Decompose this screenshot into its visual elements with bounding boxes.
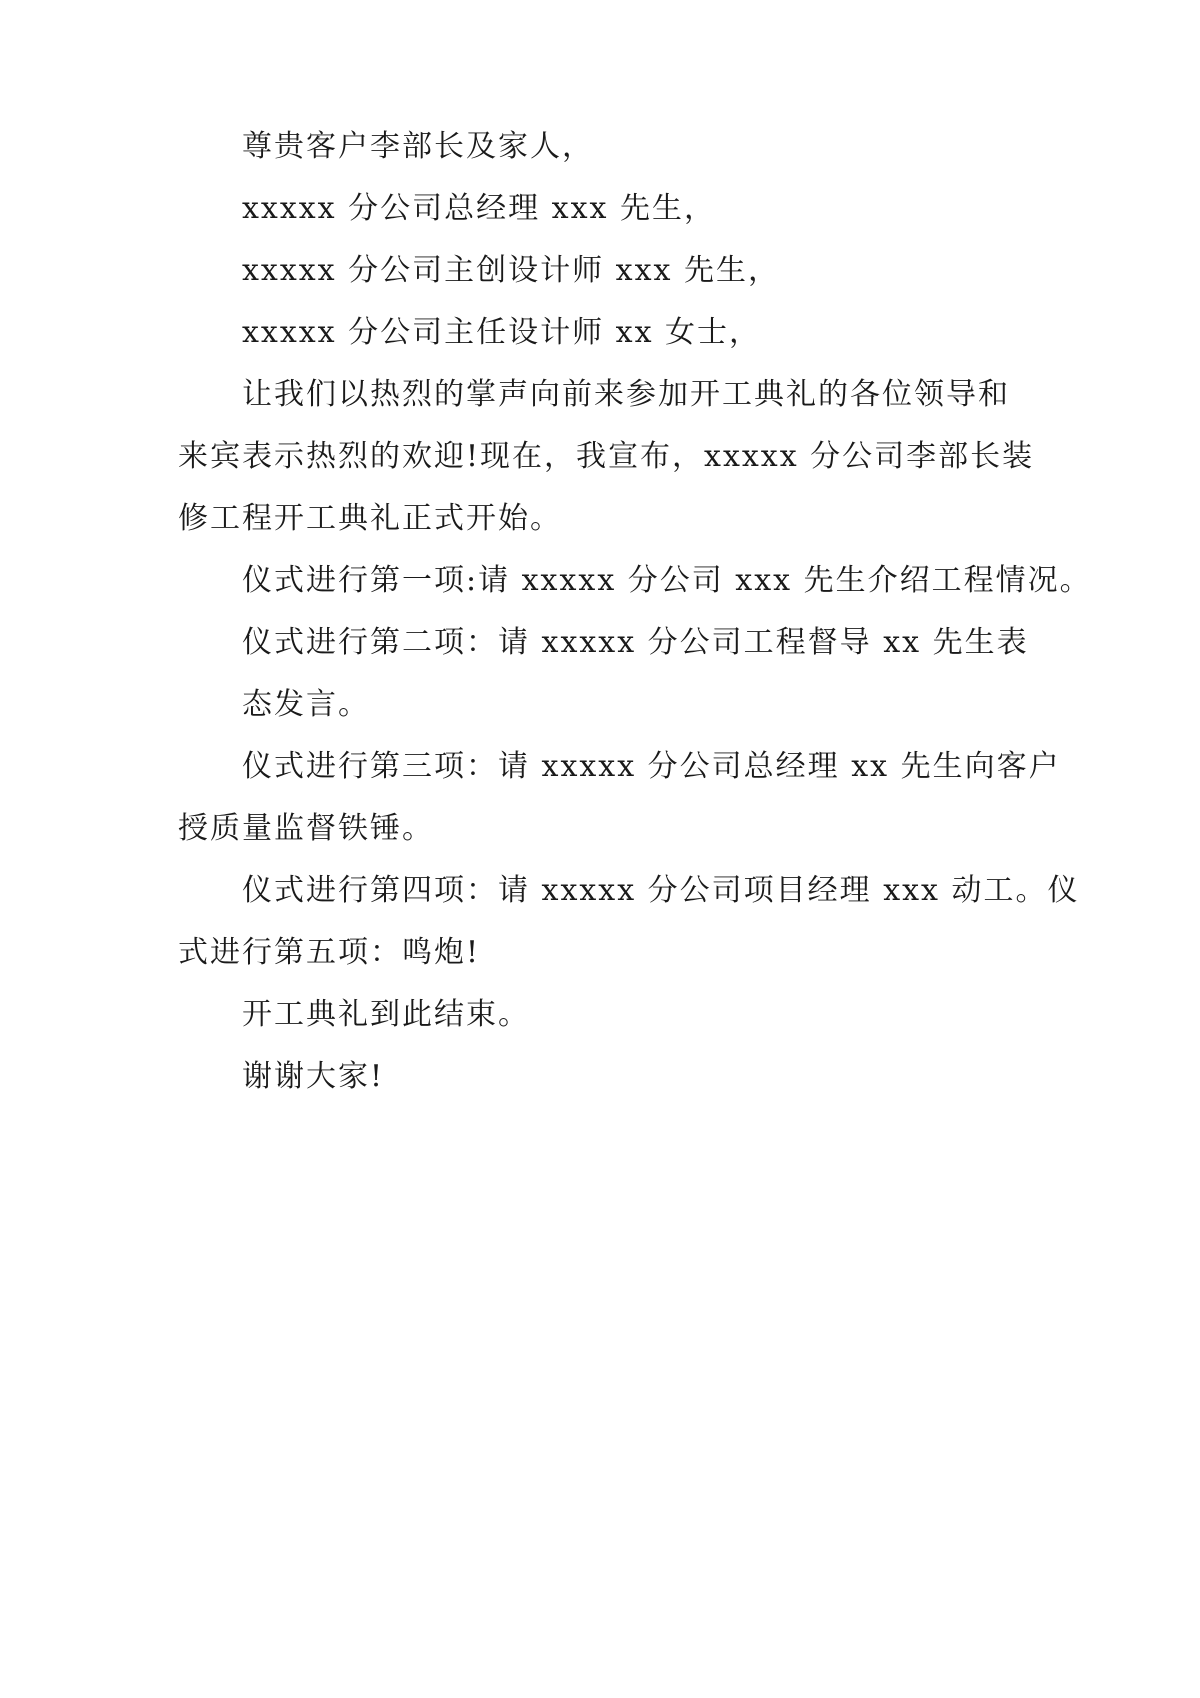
ceremony-item-2-line-1: 仪式进行第二项：请 xxxxx 分公司工程督导 xx 先生表 xyxy=(242,625,1029,660)
greeting-line-3: xxxxx 分公司主创设计师 xxx 先生， xyxy=(242,253,780,288)
ceremony-item-2-line-2: 态发言。 xyxy=(242,687,370,722)
ceremony-item-3-line-1: 仪式进行第三项：请 xxxxx 分公司总经理 xx 先生向客户 xyxy=(242,749,1061,784)
ceremony-item-4-line-1: 仪式进行第四项：请 xxxxx 分公司项目经理 xxx 动工。仪 xyxy=(242,873,1080,908)
document-body xyxy=(178,116,1092,1108)
greeting-line-1: 尊贵客户李部长及家人， xyxy=(242,129,594,164)
greeting-line-4: xxxxx 分公司主任设计师 xx 女士， xyxy=(242,315,762,350)
closing-line: 开工典礼到此结束。 xyxy=(242,997,530,1032)
ceremony-item-1: 仪式进行第一项:请 xxxxx 分公司 xxx 先生介绍工程情况。 xyxy=(242,563,1092,598)
ceremony-item-3-line-2: 授质量监督铁锤。 xyxy=(178,811,434,846)
thanks-line: 谢谢大家! xyxy=(242,1059,385,1094)
greeting-line-2: xxxxx 分公司总经理 xxx 先生， xyxy=(242,191,716,226)
welcome-paragraph-line-2: 来宾表示热烈的欢迎!现在，我宣布，xxxxx 分公司李部长装 xyxy=(178,439,1035,474)
welcome-paragraph-line-1: 让我们以热烈的掌声向前来参加开工典礼的各位领导和 xyxy=(242,377,1010,412)
welcome-paragraph-line-3: 修工程开工典礼正式开始。 xyxy=(178,501,562,536)
ceremony-item-4-line-2: 式进行第五项：鸣炮! xyxy=(178,935,481,970)
